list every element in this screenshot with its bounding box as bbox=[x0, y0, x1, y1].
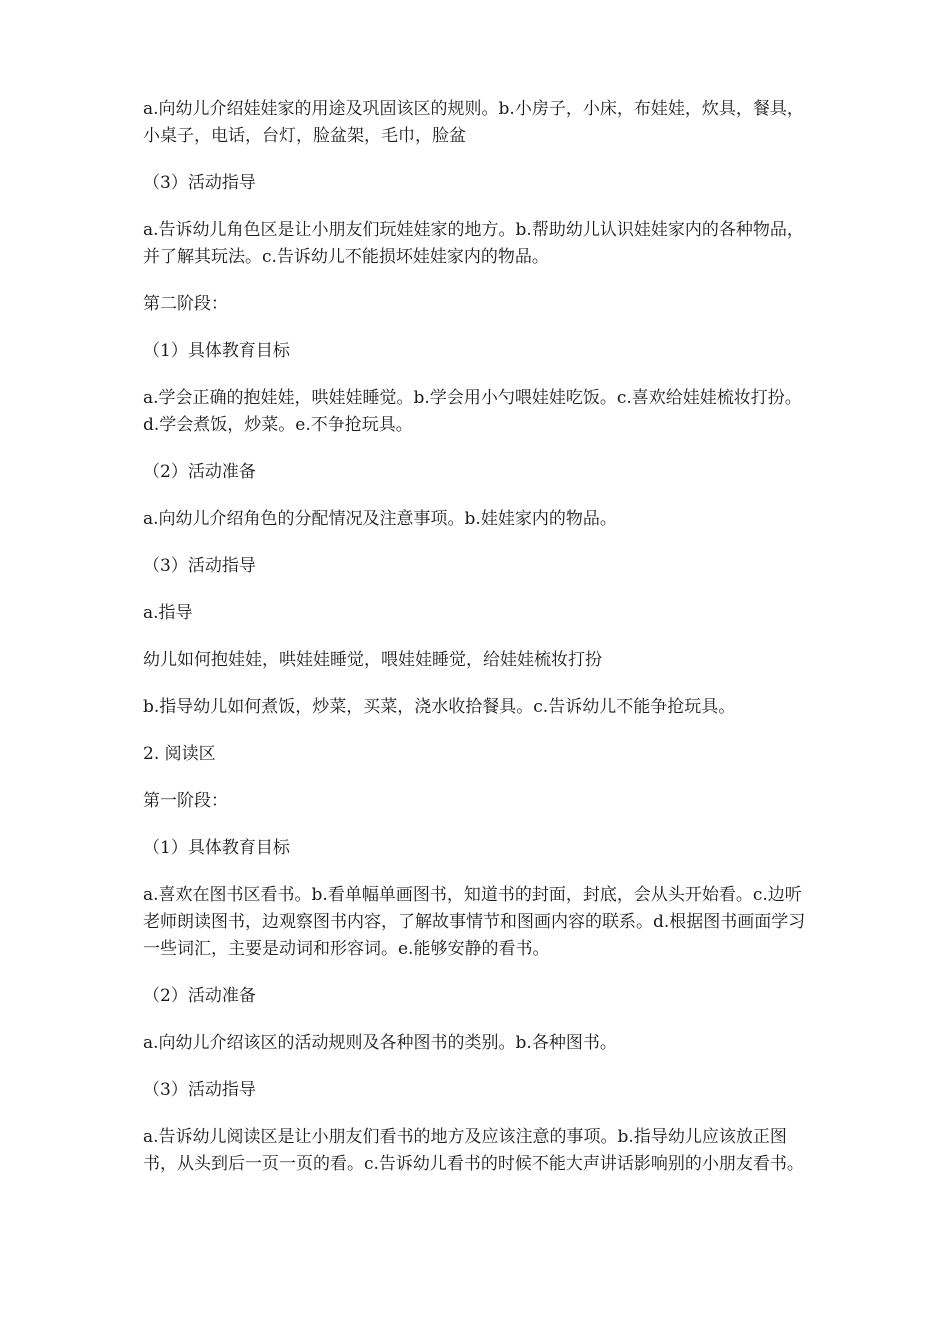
paragraph-reading-goals: a.喜欢在图书区看书。b.看单幅单画图书，知道书的封面，封底，会从头开始看。c.边听老师朗读图书，边观察图书内容，了解故事情节和图画内容的联系。d.根据图书画面学习一些词汇，主要是动词和形容词。e.能够安静的看书。 bbox=[143, 885, 806, 959]
heading-activity-guidance-2: （3）活动指导 bbox=[143, 556, 256, 576]
paragraph-guidance-a: a.指导 bbox=[143, 603, 193, 623]
paragraph-guidance-detail: 幼儿如何抱娃娃，哄娃娃睡觉，喂娃娃睡觉，给娃娃梳妆打扮 bbox=[143, 650, 602, 670]
heading-education-goals-2: （1）具体教育目标 bbox=[143, 838, 290, 858]
heading-reading-area: 2. 阅读区 bbox=[143, 744, 216, 764]
paragraph-reading-guidance: a.告诉幼儿阅读区是让小朋友们看书的地方及应该注意的事项。b.指导幼儿应该放正图书，从头到后一页一页的看。c.告诉幼儿看书的时候不能大声讲话影响别的小朋友看书。 bbox=[143, 1127, 804, 1174]
paragraph-reading-preparation: a.向幼儿介绍该区的活动规则及各种图书的类别。b.各种图书。 bbox=[143, 1033, 617, 1053]
heading-activity-preparation-2: （2）活动准备 bbox=[143, 986, 256, 1006]
paragraph-materials: a.向幼儿介绍娃娃家的用途及巩固该区的规则。b.小房子，小床，布娃娃，炊具，餐具，小桌子，电话，台灯，脸盆架，毛巾，脸盆 bbox=[143, 99, 804, 146]
paragraph-guidance: a.告诉幼儿角色区是让小朋友们玩娃娃家的地方。b.帮助幼儿认识娃娃家内的各种物品，并了解其玩法。c.告诉幼儿不能损坏娃娃家内的物品。 bbox=[143, 220, 804, 267]
document-page bbox=[143, 96, 809, 1198]
heading-stage-two: 第二阶段： bbox=[143, 294, 228, 314]
heading-activity-guidance-3: （3）活动指导 bbox=[143, 1080, 256, 1100]
heading-stage-one: 第一阶段： bbox=[143, 791, 228, 811]
paragraph-goals: a.学会正确的抱娃娃，哄娃娃睡觉。b.学会用小勺喂娃娃吃饭。c.喜欢给娃娃梳妆打扮。d.学会煮饭，炒菜。e.不争抢玩具。 bbox=[143, 388, 802, 435]
paragraph-preparation: a.向幼儿介绍角色的分配情况及注意事项。b.娃娃家内的物品。 bbox=[143, 509, 617, 529]
heading-activity-guidance: （3）活动指导 bbox=[143, 173, 256, 193]
paragraph-guidance-b: b.指导幼儿如何煮饭，炒菜，买菜，浇水收拾餐具。c.告诉幼儿不能争抢玩具。 bbox=[143, 697, 736, 717]
heading-activity-preparation: （2）活动准备 bbox=[143, 462, 256, 482]
heading-education-goals: （1）具体教育目标 bbox=[143, 341, 290, 361]
